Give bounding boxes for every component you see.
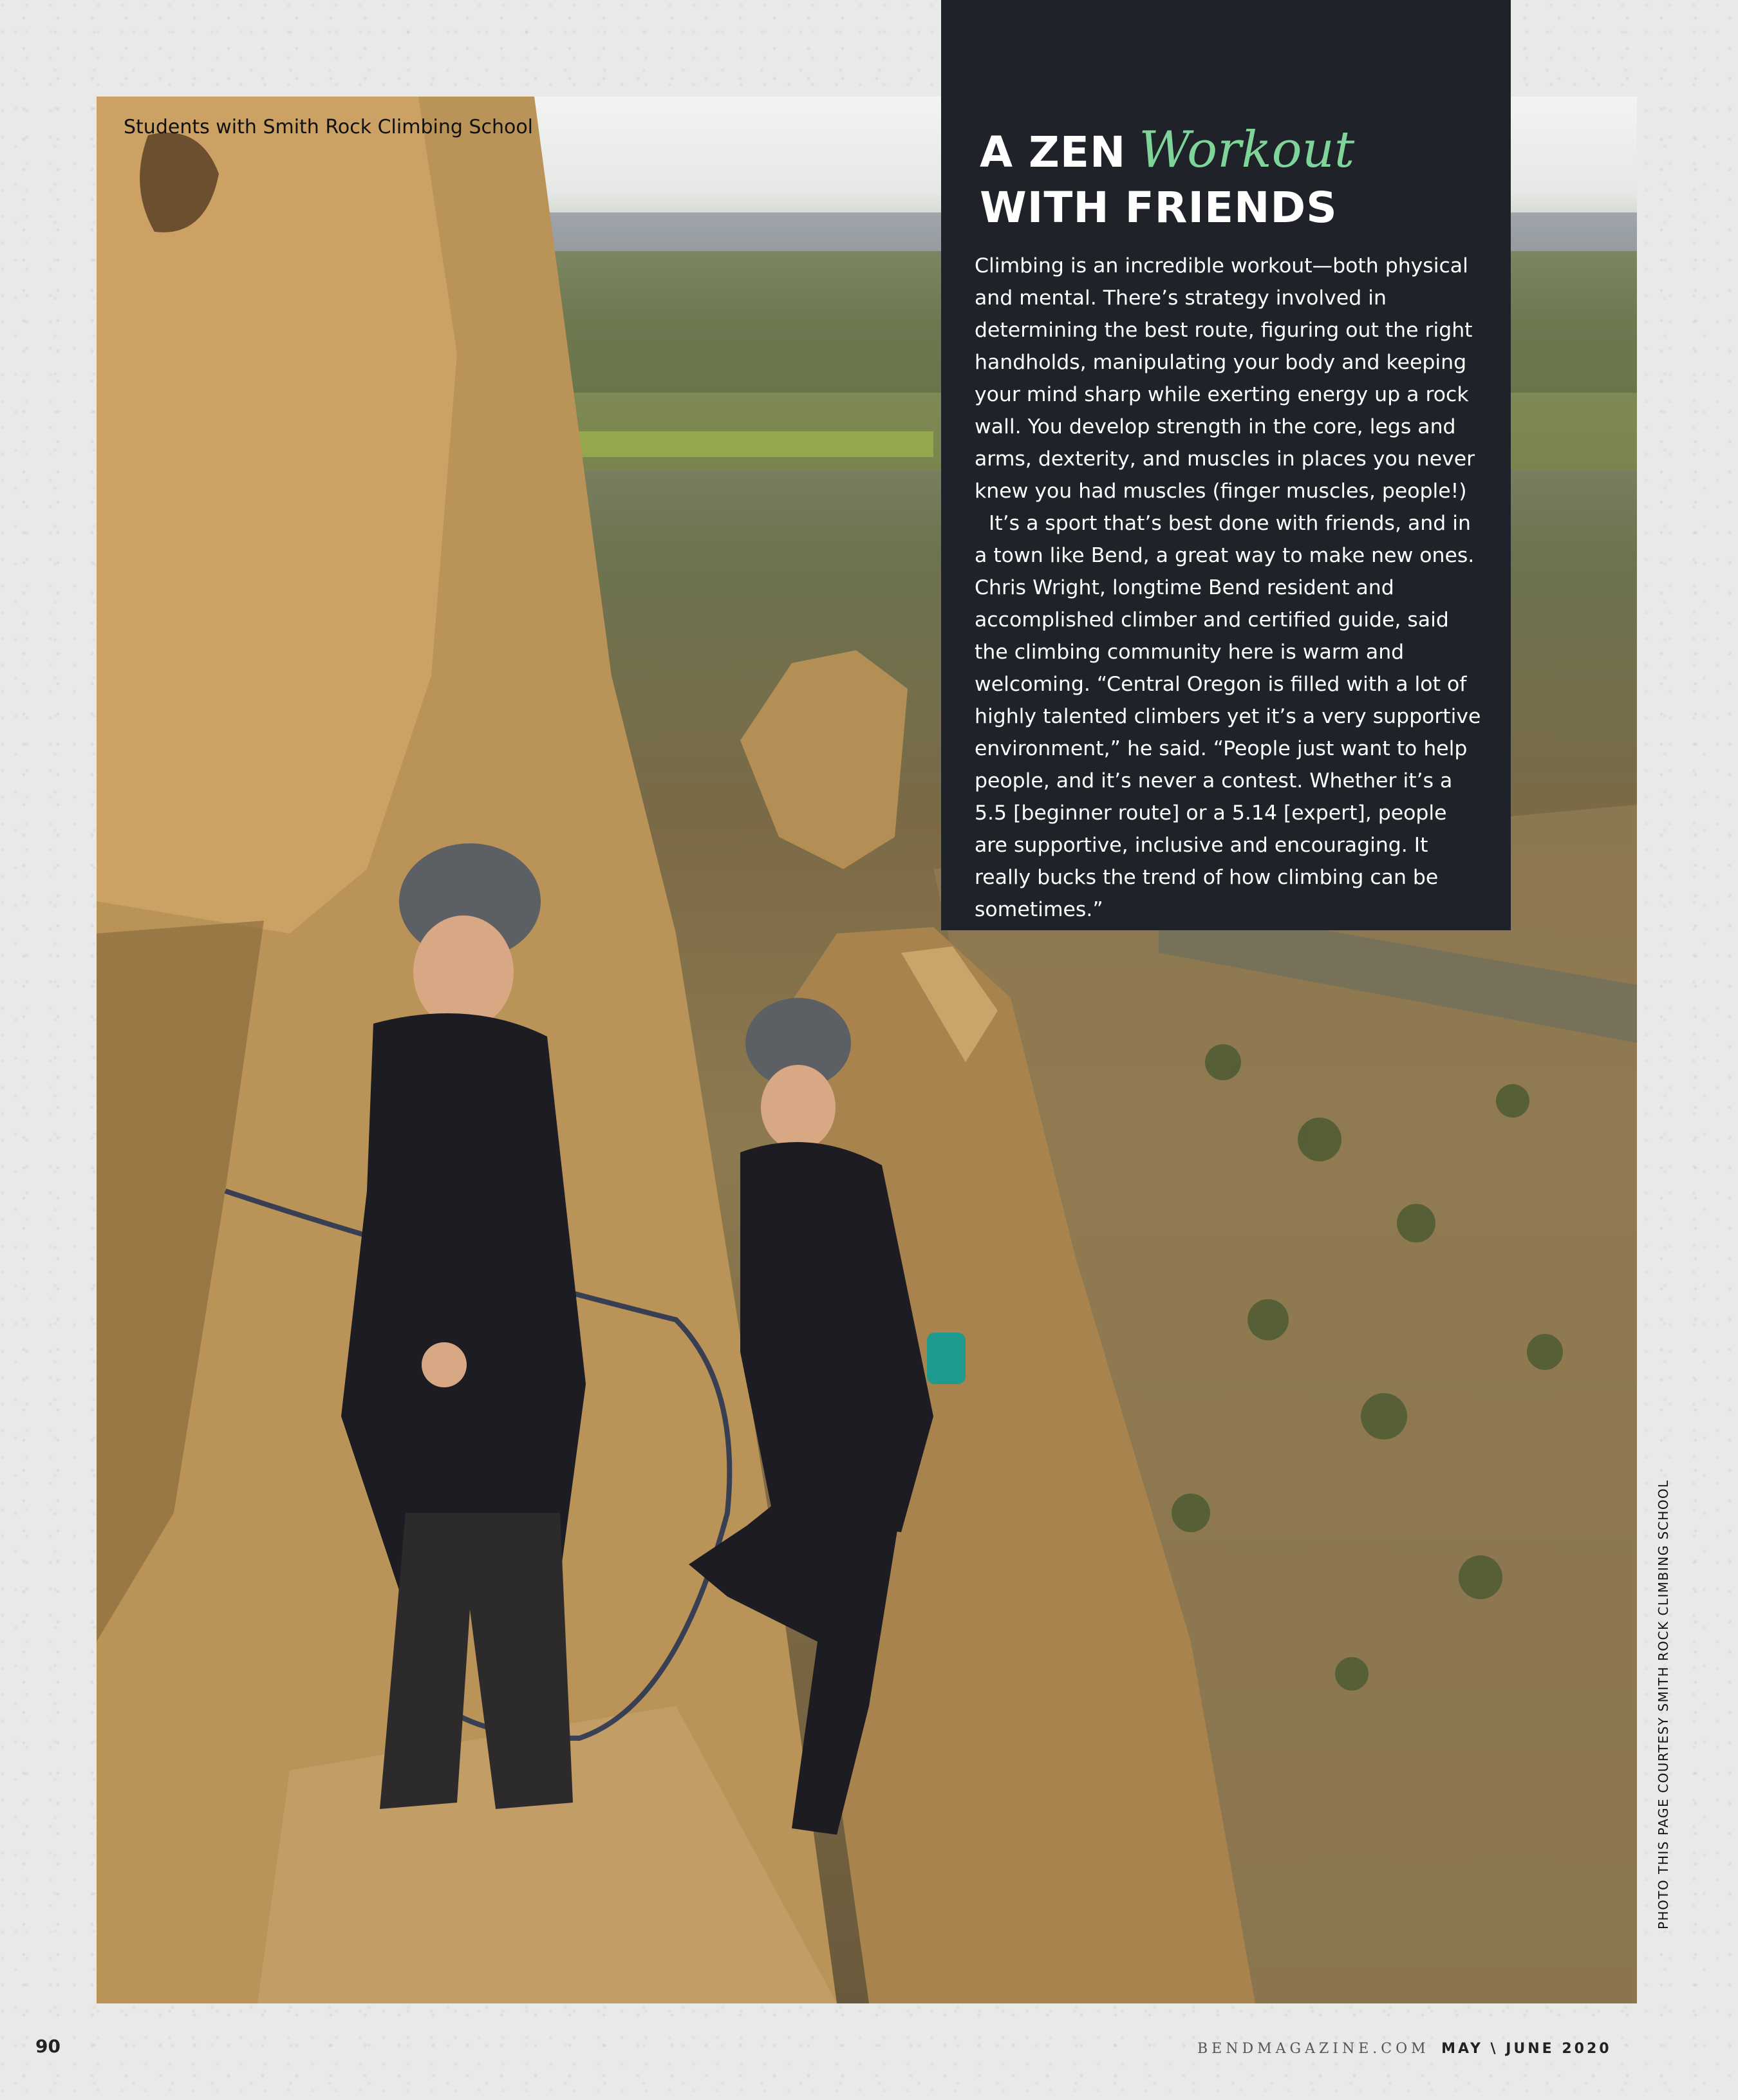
- headline-line-1: A ZEN: [980, 127, 1126, 177]
- footer-site: BENDMAGAZINE.COM: [1197, 2041, 1430, 2057]
- headline-script-word: Workout: [1139, 121, 1355, 179]
- photo-caption: Students with Smith Rock Climbing School: [124, 116, 534, 138]
- headline-line-2: WITH FRIENDS: [980, 183, 1338, 232]
- footer-issue: MAY \ JUNE 2020: [1441, 2041, 1612, 2057]
- article-headline: [980, 122, 1354, 236]
- article-paragraph: It’s a sport that’s best done with friends, and in a town like Bend, a great way to make new ones. Chris Wright, longtime Bend resident and accomplished climber and certified guide, said the climbing community here is warm and welcoming. “Central Oregon is filled with a lot of highly talented climbers yet it’s a very supportive environment,” he said. “People just want to help people, and it’s never a contest. Whether it’s a 5.5 [beginner route] or a 5.14 [expert], people are supportive, inclusive and encouraging. It really bucks the trend of how climbing can be sometimes.”: [975, 512, 1481, 921]
- article-panel: [941, 0, 1511, 930]
- article-paragraph: Climbing is an incredible workout—both physical and mental. There’s strategy involved in determining the best route, figuring out the right handholds, manipulating your body and keeping your mind sharp while exerting energy up a rock wall. You develop strength in the core, legs and arms, dexterity, and muscles in places you never knew you had muscles (finger muscles, people!): [975, 254, 1475, 503]
- footer-publication: [1197, 2041, 1612, 2057]
- article-body: [975, 250, 1483, 926]
- page-number: 90: [35, 2036, 61, 2057]
- photo-credit: PHOTO THIS PAGE COURTESY SMITH ROCK CLIMBING SCHOOL: [1656, 1479, 1671, 1929]
